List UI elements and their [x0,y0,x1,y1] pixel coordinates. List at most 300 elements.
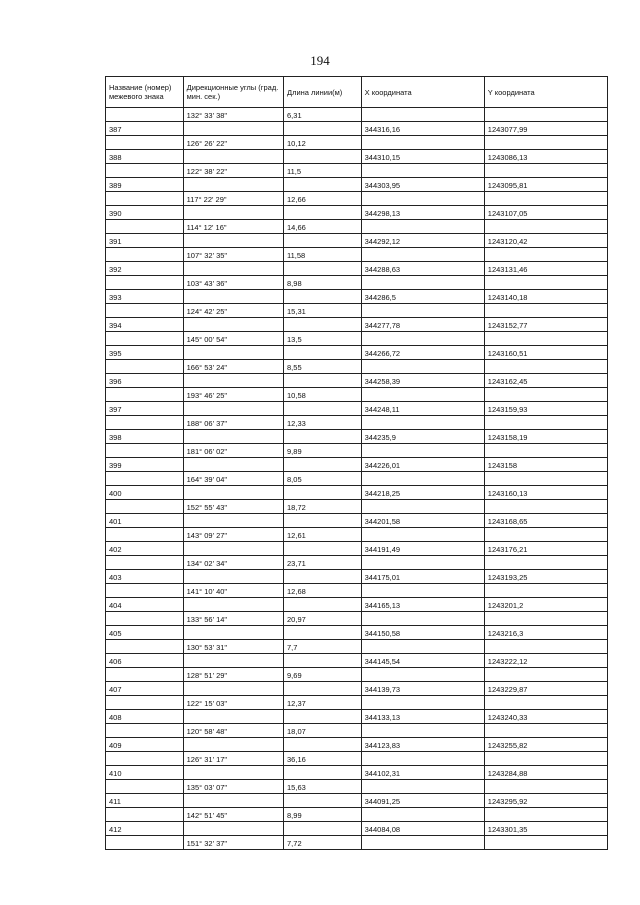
empty-cell [484,528,607,542]
point-name: 403 [106,570,184,584]
empty-cell [284,682,362,696]
direction-angle: 166° 53' 24" [183,360,283,374]
x-coordinate: 344165,13 [361,598,484,612]
empty-cell [106,584,184,598]
point-name: 396 [106,374,184,388]
segment-row [106,416,608,430]
y-coordinate: 1243107,05 [484,206,607,220]
y-coordinate: 1243158,19 [484,430,607,444]
table-body [106,108,608,850]
direction-angle: 117° 22' 29" [183,192,283,206]
empty-cell [484,752,607,766]
segment-row [106,528,608,542]
point-name: 400 [106,486,184,500]
segment-row [106,724,608,738]
direction-angle: 126° 31' 17" [183,752,283,766]
empty-cell [183,682,283,696]
point-row [106,458,608,472]
y-coordinate: 1243168,65 [484,514,607,528]
point-name: 408 [106,710,184,724]
empty-cell [484,584,607,598]
empty-cell [284,822,362,836]
x-coordinate: 344286,5 [361,290,484,304]
empty-cell [361,192,484,206]
empty-cell [284,430,362,444]
line-length: 18,07 [284,724,362,738]
segment-row [106,220,608,234]
empty-cell [106,136,184,150]
empty-cell [284,738,362,752]
empty-cell [106,276,184,290]
empty-cell [183,262,283,276]
point-name: 399 [106,458,184,472]
point-row [106,794,608,808]
y-coordinate: 1243120,42 [484,234,607,248]
segment-row [106,164,608,178]
y-coordinate: 1243095,81 [484,178,607,192]
empty-cell [183,766,283,780]
empty-cell [183,486,283,500]
line-length: 18,72 [284,500,362,514]
empty-cell [484,304,607,318]
header-y-coordinate: Y координата [484,77,607,108]
point-row [106,598,608,612]
y-coordinate: 1243201,2 [484,598,607,612]
point-name: 402 [106,542,184,556]
direction-angle: 122° 15' 03" [183,696,283,710]
point-name: 391 [106,234,184,248]
empty-cell [183,626,283,640]
line-length: 7,72 [284,836,362,850]
direction-angle: 133° 56' 14" [183,612,283,626]
empty-cell [361,332,484,346]
line-length: 8,98 [284,276,362,290]
empty-cell [284,150,362,164]
direction-angle: 164° 39' 04" [183,472,283,486]
empty-cell [183,514,283,528]
empty-cell [183,318,283,332]
empty-cell [361,612,484,626]
empty-cell [284,654,362,668]
line-length: 20,97 [284,612,362,626]
empty-cell [284,710,362,724]
point-name: 390 [106,206,184,220]
x-coordinate: 344235,9 [361,430,484,444]
empty-cell [284,178,362,192]
empty-cell [361,836,484,850]
x-coordinate: 344123,83 [361,738,484,752]
line-length: 9,89 [284,444,362,458]
point-row [106,738,608,752]
x-coordinate: 344277,78 [361,318,484,332]
direction-angle: 122° 38' 22" [183,164,283,178]
segment-row [106,192,608,206]
empty-cell [361,640,484,654]
y-coordinate: 1243077,99 [484,122,607,136]
point-row [106,430,608,444]
x-coordinate: 344150,58 [361,626,484,640]
segment-row [106,556,608,570]
line-length: 7,7 [284,640,362,654]
empty-cell [484,556,607,570]
empty-cell [484,472,607,486]
y-coordinate: 1243162,45 [484,374,607,388]
empty-cell [106,836,184,850]
empty-cell [183,122,283,136]
y-coordinate: 1243229,87 [484,682,607,696]
direction-angle: 124° 42' 25" [183,304,283,318]
x-coordinate: 344288,63 [361,262,484,276]
empty-cell [484,780,607,794]
y-coordinate: 1243158 [484,458,607,472]
point-name: 398 [106,430,184,444]
direction-angle: 126° 26' 22" [183,136,283,150]
y-coordinate: 1243131,46 [484,262,607,276]
y-coordinate: 1243159,93 [484,402,607,416]
x-coordinate: 344310,15 [361,150,484,164]
point-name: 410 [106,766,184,780]
line-length: 9,69 [284,668,362,682]
empty-cell [183,598,283,612]
x-coordinate: 344266,72 [361,346,484,360]
x-coordinate: 344292,12 [361,234,484,248]
x-coordinate: 344091,25 [361,794,484,808]
point-name: 394 [106,318,184,332]
x-coordinate: 344226,01 [361,458,484,472]
y-coordinate: 1243160,51 [484,346,607,360]
y-coordinate: 1243152,77 [484,318,607,332]
point-row [106,318,608,332]
x-coordinate: 344258,39 [361,374,484,388]
point-row [106,178,608,192]
segment-row [106,444,608,458]
point-name: 388 [106,150,184,164]
point-row [106,486,608,500]
empty-cell [284,374,362,388]
empty-cell [183,374,283,388]
direction-angle: 120° 58' 48" [183,724,283,738]
empty-cell [106,220,184,234]
empty-cell [484,696,607,710]
segment-row [106,276,608,290]
empty-cell [361,472,484,486]
line-length: 11,58 [284,248,362,262]
x-coordinate: 344139,73 [361,682,484,696]
point-row [106,654,608,668]
point-name: 397 [106,402,184,416]
direction-angle: 132° 33' 38" [183,108,283,122]
line-length: 12,33 [284,416,362,430]
point-name: 407 [106,682,184,696]
segment-row [106,108,608,122]
direction-angle: 193° 46' 25" [183,388,283,402]
y-coordinate: 1243216,3 [484,626,607,640]
empty-cell [106,248,184,262]
x-coordinate: 344133,13 [361,710,484,724]
empty-cell [183,738,283,752]
empty-cell [284,794,362,808]
segment-row [106,612,608,626]
line-length: 6,31 [284,108,362,122]
empty-cell [183,794,283,808]
empty-cell [361,752,484,766]
empty-cell [183,234,283,248]
x-coordinate: 344191,49 [361,542,484,556]
empty-cell [361,808,484,822]
direction-angle: 145° 00' 54" [183,332,283,346]
empty-cell [361,220,484,234]
line-length: 12,66 [284,192,362,206]
point-row [106,290,608,304]
empty-cell [284,598,362,612]
y-coordinate: 1243222,12 [484,654,607,668]
direction-angle: 135° 03' 07" [183,780,283,794]
empty-cell [484,668,607,682]
segment-row [106,640,608,654]
direction-angle: 103° 43' 36" [183,276,283,290]
point-row [106,682,608,696]
line-length: 11,5 [284,164,362,178]
empty-cell [361,108,484,122]
point-name: 387 [106,122,184,136]
empty-cell [106,696,184,710]
line-length: 10,58 [284,388,362,402]
empty-cell [284,402,362,416]
line-length: 8,99 [284,808,362,822]
direction-angle: 114° 12' 16" [183,220,283,234]
empty-cell [361,668,484,682]
segment-row [106,836,608,850]
empty-cell [106,192,184,206]
point-row [106,374,608,388]
empty-cell [106,640,184,654]
empty-cell [106,780,184,794]
point-row [106,234,608,248]
empty-cell [183,458,283,472]
empty-cell [484,136,607,150]
x-coordinate: 344175,01 [361,570,484,584]
empty-cell [361,528,484,542]
line-length: 15,63 [284,780,362,794]
empty-cell [183,402,283,416]
empty-cell [484,276,607,290]
line-length: 8,55 [284,360,362,374]
empty-cell [106,164,184,178]
line-length: 13,5 [284,332,362,346]
line-length: 14,66 [284,220,362,234]
x-coordinate: 344298,13 [361,206,484,220]
point-row [106,570,608,584]
empty-cell [106,444,184,458]
empty-cell [484,640,607,654]
direction-angle: 152° 55' 43" [183,500,283,514]
header-point-name: Название (номер) межевого знака [106,77,184,108]
y-coordinate: 1243086,13 [484,150,607,164]
point-name: 412 [106,822,184,836]
direction-angle: 134° 02' 34" [183,556,283,570]
empty-cell [284,318,362,332]
empty-cell [361,248,484,262]
x-coordinate: 344316,16 [361,122,484,136]
header-line-length: Длина линии(м) [284,77,362,108]
empty-cell [183,430,283,444]
point-name: 411 [106,794,184,808]
empty-cell [106,556,184,570]
point-row [106,346,608,360]
header-x-coordinate: X координата [361,77,484,108]
y-coordinate: 1243284,88 [484,766,607,780]
empty-cell [361,360,484,374]
segment-row [106,584,608,598]
point-row [106,822,608,836]
segment-row [106,388,608,402]
point-name: 401 [106,514,184,528]
empty-cell [484,444,607,458]
empty-cell [183,150,283,164]
y-coordinate: 1243295,92 [484,794,607,808]
y-coordinate: 1243255,82 [484,738,607,752]
empty-cell [484,724,607,738]
table-header-row [106,77,608,108]
point-row [106,766,608,780]
empty-cell [361,780,484,794]
empty-cell [484,248,607,262]
boundary-coordinates-table [105,76,608,850]
point-name: 389 [106,178,184,192]
empty-cell [183,346,283,360]
segment-row [106,248,608,262]
direction-angle: 107° 32' 35" [183,248,283,262]
empty-cell [183,710,283,724]
y-coordinate: 1243301,35 [484,822,607,836]
segment-row [106,360,608,374]
empty-cell [361,304,484,318]
point-row [106,626,608,640]
empty-cell [106,108,184,122]
direction-angle: 181° 06' 02" [183,444,283,458]
x-coordinate: 344145,54 [361,654,484,668]
x-coordinate: 344102,31 [361,766,484,780]
empty-cell [484,388,607,402]
segment-row [106,696,608,710]
empty-cell [106,500,184,514]
empty-cell [106,304,184,318]
segment-row [106,136,608,150]
empty-cell [106,416,184,430]
empty-cell [484,808,607,822]
point-row [106,150,608,164]
empty-cell [361,444,484,458]
empty-cell [361,276,484,290]
direction-angle: 130° 53' 31" [183,640,283,654]
empty-cell [106,360,184,374]
point-name: 392 [106,262,184,276]
empty-cell [284,262,362,276]
segment-row [106,332,608,346]
empty-cell [106,332,184,346]
y-coordinate: 1243160,13 [484,486,607,500]
empty-cell [183,178,283,192]
segment-row [106,780,608,794]
empty-cell [484,332,607,346]
segment-row [106,808,608,822]
empty-cell [484,220,607,234]
empty-cell [284,206,362,220]
direction-angle: 142° 51' 45" [183,808,283,822]
empty-cell [361,164,484,178]
empty-cell [183,290,283,304]
empty-cell [284,766,362,780]
empty-cell [361,584,484,598]
empty-cell [361,500,484,514]
empty-cell [183,654,283,668]
empty-cell [484,612,607,626]
empty-cell [284,542,362,556]
x-coordinate: 344303,95 [361,178,484,192]
point-row [106,122,608,136]
empty-cell [361,556,484,570]
segment-row [106,472,608,486]
y-coordinate: 1243193,25 [484,570,607,584]
line-length: 12,37 [284,696,362,710]
direction-angle: 141° 10' 40" [183,584,283,598]
empty-cell [361,724,484,738]
segment-row [106,500,608,514]
point-row [106,262,608,276]
empty-cell [361,416,484,430]
empty-cell [284,122,362,136]
y-coordinate: 1243140,18 [484,290,607,304]
empty-cell [106,612,184,626]
empty-cell [361,388,484,402]
empty-cell [284,458,362,472]
segment-row [106,304,608,318]
empty-cell [284,234,362,248]
empty-cell [284,626,362,640]
empty-cell [484,164,607,178]
empty-cell [284,346,362,360]
empty-cell [183,570,283,584]
point-row [106,402,608,416]
header-direction-angle: Дирекционные углы (град. мин. сек.) [183,77,283,108]
line-length: 15,31 [284,304,362,318]
empty-cell [284,486,362,500]
empty-cell [284,570,362,584]
empty-cell [106,472,184,486]
empty-cell [106,668,184,682]
y-coordinate: 1243176,21 [484,542,607,556]
empty-cell [361,696,484,710]
segment-row [106,752,608,766]
point-name: 409 [106,738,184,752]
x-coordinate: 344084,08 [361,822,484,836]
empty-cell [106,808,184,822]
empty-cell [183,542,283,556]
x-coordinate: 344218,25 [361,486,484,500]
page-number: 194 [310,53,330,68]
direction-angle: 143° 09' 27" [183,528,283,542]
empty-cell [484,836,607,850]
y-coordinate: 1243240,33 [484,710,607,724]
point-name: 405 [106,626,184,640]
point-name: 404 [106,598,184,612]
empty-cell [284,514,362,528]
point-row [106,206,608,220]
empty-cell [183,822,283,836]
empty-cell [106,752,184,766]
direction-angle: 188° 06' 37" [183,416,283,430]
line-length: 10,12 [284,136,362,150]
